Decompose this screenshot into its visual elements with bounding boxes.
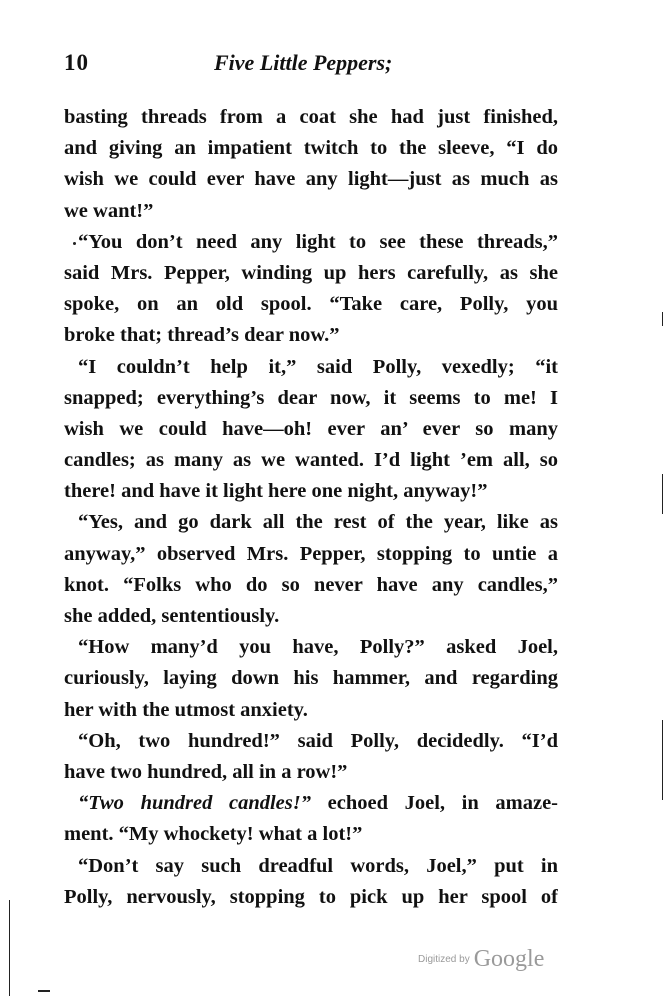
running-title: Five Little Peppers; <box>214 50 393 75</box>
text-line: “Yes, and go dark all the rest of the year, like as <box>78 511 558 534</box>
text-line: “Oh, two hundred!” said Polly, decidedly. “I’d <box>78 729 558 752</box>
stray-dot <box>73 242 76 245</box>
italic-phrase: “Two hundred candles!” <box>78 792 311 815</box>
page-number: 10 <box>64 50 89 75</box>
text-line: have two hundred, all in a row!” <box>64 760 348 783</box>
body-text <box>64 102 558 913</box>
text-line: “How many’d you have, Polly?” asked Joel, <box>78 636 558 659</box>
text-line: Polly, nervously, stopping to pick up her spool of <box>64 885 558 908</box>
watermark-logo-text: Google <box>473 946 545 972</box>
watermark-small-text: Digitized by <box>418 954 470 965</box>
right-scan-mark <box>662 720 663 800</box>
text-line: said Mrs. Pepper, winding up hers carefully, as she <box>64 261 558 284</box>
page-header <box>64 50 612 80</box>
text-line: wish we could ever have any light—just as much as <box>64 168 558 191</box>
text-line: “Don’t say such dreadful words, Joel,” put in <box>78 854 558 877</box>
text-line: and giving an impatient twitch to the sleeve, “I do <box>64 137 558 160</box>
text-line: we want!” <box>64 199 154 222</box>
text-line: spoke, on an old spool. “Take care, Polly, you <box>64 293 558 316</box>
text-line: “I couldn’t help it,” said Polly, vexedly; “it <box>78 355 558 378</box>
text-line: there! and have it light here one night, anyway!” <box>64 480 488 503</box>
digitized-watermark <box>418 946 544 973</box>
text-line: “Two hundred candles!” echoed Joel, in amaze- <box>78 792 558 815</box>
left-scan-mark <box>38 990 50 992</box>
text-line: her with the utmost anxiety. <box>64 698 308 721</box>
text-line: candles; as many as we wanted. I’d light ’em all, so <box>64 449 558 472</box>
text-line: wish we could have—oh! ever an’ ever so many <box>64 417 558 440</box>
text-line: snapped; everything’s dear now, it seems to me! I <box>64 386 558 409</box>
right-scan-mark <box>662 474 663 514</box>
text-line: knot. “Folks who do so never have any candles,” <box>64 573 558 596</box>
left-binding-line <box>9 900 10 996</box>
text-line: curiously, laying down his hammer, and regarding <box>64 667 558 690</box>
text-line: broke that; thread’s dear now.” <box>64 324 340 347</box>
text-line: basting threads from a coat she had just finished, <box>64 106 558 128</box>
text-line: ment. “My whockety! what a lot!” <box>64 823 363 846</box>
text-line: anyway,” observed Mrs. Pepper, stopping to untie a <box>64 542 558 565</box>
text-line: “You don’t need any light to see these threads,” <box>78 230 558 253</box>
right-scan-mark <box>662 312 663 326</box>
text-line: she added, sententiously. <box>64 605 280 627</box>
